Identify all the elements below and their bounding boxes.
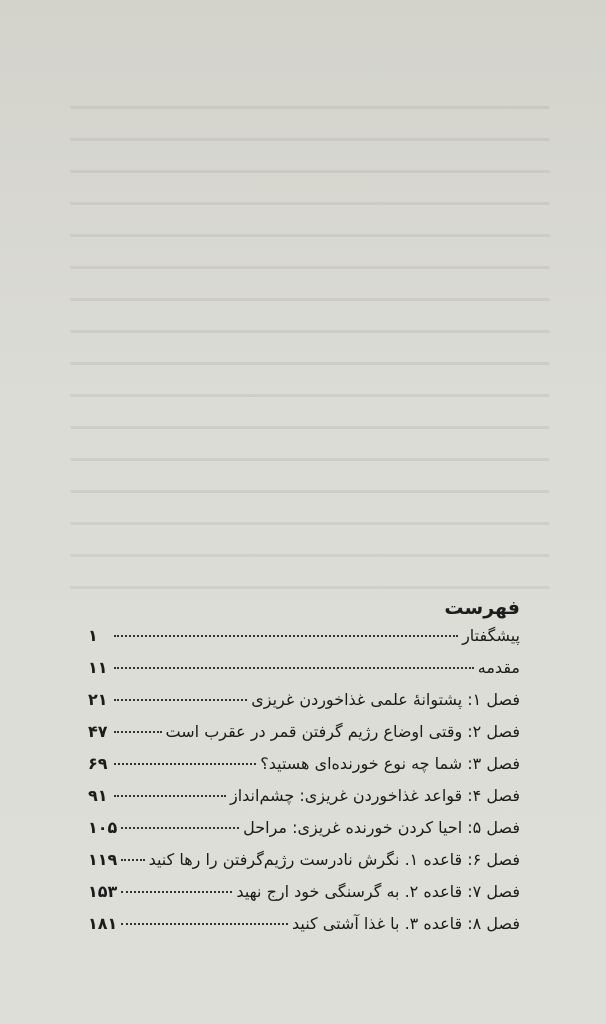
toc-entry-title: فصل ۷: قاعده ۲. به گرسنگی خود ارج نهید xyxy=(236,882,520,901)
bleed-through-line xyxy=(70,138,550,141)
bleed-through-line xyxy=(70,586,550,589)
toc-entry xyxy=(88,754,520,786)
bleed-through-line xyxy=(70,266,550,269)
bleed-through-line xyxy=(70,202,550,205)
dot-leader xyxy=(121,827,239,829)
bleed-through-line xyxy=(70,106,550,109)
toc-title: فهرست xyxy=(444,597,520,619)
bleed-through-line xyxy=(70,234,550,237)
bleed-through-line xyxy=(70,522,550,525)
toc-entry-title: فصل ۱: پشتوانهٔ علمی غذاخوردن غریزی xyxy=(251,690,520,709)
toc-entry-title: فصل ۶: قاعده ۱. نگرش نادرست رژیم‌گرفتن را رها کنید xyxy=(148,850,520,869)
bleed-through-line xyxy=(70,298,550,301)
toc-entry-title: فصل ۳: شما چه نوع خورنده‌ای هستید؟ xyxy=(260,754,520,773)
dot-leader xyxy=(114,763,256,765)
toc-page-number: ۱۱۹ xyxy=(88,850,118,869)
dot-leader xyxy=(121,923,288,925)
dot-leader xyxy=(114,635,458,637)
toc-entry xyxy=(88,690,520,722)
bleed-through-line xyxy=(70,170,550,173)
dot-leader xyxy=(114,667,474,669)
toc-entry xyxy=(88,658,520,690)
table-of-contents xyxy=(88,596,520,946)
toc-entry-title: پیشگفتار xyxy=(462,626,520,645)
toc-entry-title: فصل ۴: قواعد غذاخوردن غریزی: چشم‌انداز xyxy=(229,786,520,805)
toc-entry-title: فصل ۸: قاعده ۳. با غذا آشتی کنید xyxy=(292,914,520,933)
toc-page-number: ۱۸۱ xyxy=(88,914,118,933)
dot-leader xyxy=(114,795,226,797)
toc-page-number: ۲۱ xyxy=(88,690,108,709)
bleed-through-line xyxy=(70,490,550,493)
toc-entry-title: فصل ۲: وقتی اوضاع رژیم گرفتن قمر در عقرب است xyxy=(165,722,520,741)
bleed-through-line xyxy=(70,554,550,557)
toc-page-number: ۱۱ xyxy=(88,658,108,677)
dot-leader xyxy=(114,699,247,701)
toc-entry xyxy=(88,882,520,914)
toc-page-number: ۶۹ xyxy=(88,754,108,773)
toc-page-number: ۱۰۵ xyxy=(88,818,118,837)
bleed-through-line xyxy=(70,426,550,429)
toc-entry xyxy=(88,850,520,882)
toc-page-number: ۴۷ xyxy=(88,722,108,741)
toc-page-number: ۹۱ xyxy=(88,786,108,805)
toc-entry xyxy=(88,722,520,754)
bleed-through-line xyxy=(70,330,550,333)
dot-leader xyxy=(114,731,162,733)
dot-leader xyxy=(121,859,144,861)
toc-entry xyxy=(88,626,520,658)
dot-leader xyxy=(121,891,232,893)
toc-entry-title: مقدمه xyxy=(477,658,520,677)
toc-entry xyxy=(88,914,520,946)
toc-entry xyxy=(88,818,520,850)
bleed-through-line xyxy=(70,458,550,461)
bleed-through-line xyxy=(70,394,550,397)
toc-entry-title: فصل ۵: احیا کردن خورنده غریزی: مراحل xyxy=(243,818,520,837)
toc-entry xyxy=(88,786,520,818)
toc-page-number: ۱۵۳ xyxy=(88,882,118,901)
bleed-through-line xyxy=(70,362,550,365)
toc-page-number: ۱ xyxy=(88,626,98,645)
